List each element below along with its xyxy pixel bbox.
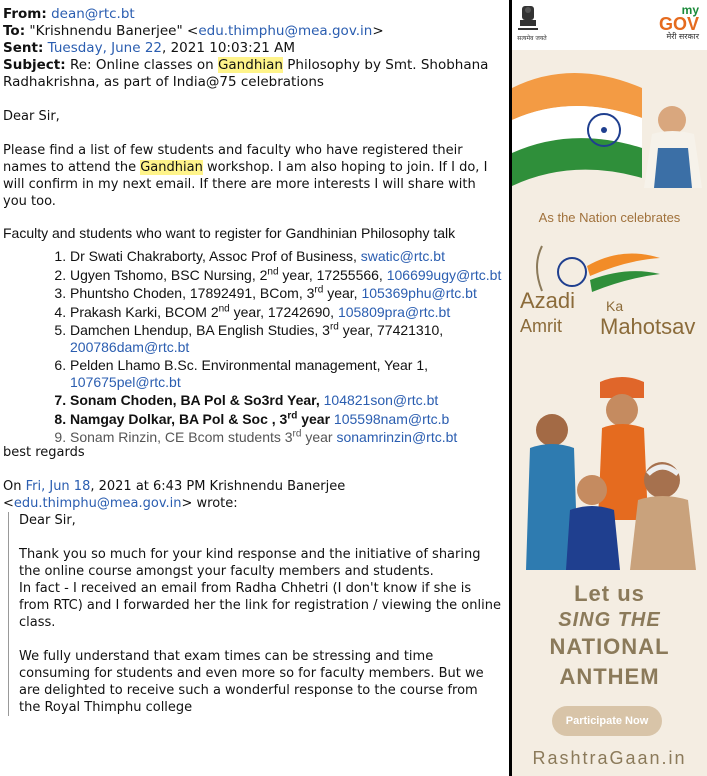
ka-text: Ka	[606, 298, 624, 314]
subject-row	[3, 57, 503, 91]
to-name: "Krishnendu Banerjee" <	[29, 23, 199, 39]
item-sup: rd	[314, 284, 324, 296]
mahotsav-text: Mahotsav	[600, 314, 696, 339]
quote-paragraph: We fully understand that exam times can be stressing and time consuming for students and even more so for faculty members. But we are delighted to receive such a wonderful response to the course from the Royal Thimphu college	[19, 648, 484, 715]
celebrates-text: As the Nation celebrates	[538, 210, 681, 225]
item-text: Damchen Lhendup, BA English Studies, 3	[70, 322, 330, 338]
signoff: best regards	[3, 444, 85, 460]
azadi-ka-amrit-mahotsav-logo	[512, 232, 707, 352]
subject-text-a: Re: Online classes on	[69, 57, 218, 73]
item-email-link[interactable]: 105809pra@rtc.bt	[337, 303, 451, 320]
intro-highlight: Gandhian	[140, 160, 203, 175]
from-email-link[interactable]: dean@rtc.bt	[51, 6, 135, 22]
amrit-text: Amrit	[520, 316, 562, 336]
reply-attribution	[0, 478, 507, 512]
item-text: year, 77421310,	[338, 322, 444, 338]
citizens-illustration	[512, 370, 707, 570]
item-text: year, 17242690,	[229, 303, 338, 320]
intro-paragraph	[0, 142, 507, 210]
sing-anthem-text	[512, 580, 707, 692]
item-email-link[interactable]: 107675pel@rtc.bt	[70, 373, 181, 390]
sent-time: , 2021 10:03:21 AM	[162, 40, 296, 56]
list-item	[70, 357, 507, 390]
letus-line3: NATIONAL	[549, 634, 670, 659]
sent-label: Sent:	[3, 40, 44, 56]
item-text: year,	[323, 285, 362, 301]
intro-text-a: Please find a list of few students and faculty who have registered their names to attend the	[3, 143, 463, 175]
letus-line4: ANTHEM	[559, 664, 660, 689]
quote-paragraph: In fact - I received an email from Radha Chhetri (I don't know if she is from RTC) and I forwarded her the link for registration / viewing the online class.	[19, 580, 501, 630]
item-sup: rd	[329, 321, 339, 333]
flag-and-pm-illustration	[512, 58, 707, 198]
item-email-link[interactable]: 104821son@rtc.bt	[323, 392, 439, 408]
subject-text-b: Philosophy by Smt. Shobhana Radhakrishna, as part of India@75 celebrations	[3, 57, 489, 90]
list-item	[70, 267, 507, 284]
item-sup: rd	[292, 428, 302, 440]
to-email-link[interactable]: edu.thimphu@mea.gov.in	[198, 23, 373, 39]
reply-rest: , 2021 at 6:43 PM Krishnendu Banerjee	[90, 478, 346, 494]
sent-date-link[interactable]: Tuesday, June 22	[47, 40, 163, 56]
subject-highlight: Gandhian	[217, 57, 283, 73]
quote-greeting: Dear Sir,	[19, 512, 76, 528]
item-text: Sonam Choden, BA Pol & So3rd Year,	[70, 392, 324, 408]
item-email-link[interactable]: 106699ugy@rtc.bt	[386, 266, 502, 283]
item-text: year	[301, 429, 337, 445]
to-row	[3, 23, 503, 40]
item-text: Namgay Dolkar, BA Pol & Soc , 3	[70, 410, 288, 427]
sent-row	[3, 40, 503, 57]
mygov-logo[interactable]	[659, 4, 699, 42]
mygov-my: my	[681, 3, 699, 17]
intro-text-b: workshop. I am also hoping to join. If I do, I will confirm in my next email. If there are more interests I will share with you too.	[3, 160, 488, 209]
azadi-text: Azadi	[520, 288, 576, 313]
item-text: year, 17255566,	[278, 266, 387, 283]
item-sup: nd	[267, 265, 279, 277]
from-row	[3, 6, 503, 23]
item-text: Prakash Karki, BCOM 2	[70, 303, 219, 320]
greeting: Dear Sir,	[3, 109, 60, 124]
subject-label: Subject:	[3, 57, 66, 73]
reply-gt: > wrote:	[181, 495, 238, 511]
list-item	[70, 285, 507, 302]
mygov-gov: GOV	[658, 14, 699, 34]
reply-lt: <	[3, 495, 14, 511]
reply-on: On	[3, 478, 26, 494]
reply-email-link[interactable]: edu.thimphu@mea.gov.in	[13, 495, 182, 511]
item-sup: rd	[287, 409, 298, 421]
to-label: To:	[3, 23, 26, 39]
ad-banner[interactable]	[512, 0, 707, 776]
item-text: Sonam Rinzin, CE Bcom students 3	[70, 429, 293, 445]
list-item	[70, 392, 507, 409]
list-item	[70, 322, 507, 355]
item-email-link[interactable]: 105369phu@rtc.bt	[361, 285, 477, 301]
rashtragaan-link[interactable]: RashtraGaan.in	[532, 748, 687, 768]
emblem-caption: सत्यमेव जयते	[517, 35, 547, 42]
list-item	[70, 411, 507, 428]
quote-paragraph: Thank you so much for your kind response and the initiative of sharing the online course amongst your faculty members and students.	[19, 546, 481, 579]
item-text: year	[297, 410, 334, 427]
letus-line2: SING THE	[558, 609, 661, 631]
list-item	[70, 429, 507, 446]
item-text: Pelden Lhamo B.Sc. Environmental management, Year 1,	[70, 357, 428, 373]
list-item	[70, 248, 507, 265]
item-text: Dr Swati Chakraborty, Assoc Prof of Business,	[70, 248, 361, 264]
item-email-link[interactable]: sonamrinzin@rtc.bt	[336, 429, 458, 445]
participate-now-button[interactable]: Participate Now	[552, 706, 662, 736]
email-header	[0, 0, 507, 91]
item-text: Ugyen Tshomo, BSC Nursing, 2	[70, 266, 268, 283]
item-email-link[interactable]: swatic@rtc.bt	[360, 248, 445, 264]
ad-top-bar	[512, 0, 707, 50]
list-intro: Faculty and students who want to register for Gandhinian Philosophy talk	[3, 225, 456, 241]
list-item	[70, 304, 507, 321]
registrant-list	[0, 248, 507, 446]
reply-date-link[interactable]: Fri, Jun 18	[25, 478, 91, 494]
item-email-link[interactable]: 200786dam@rtc.bt	[70, 338, 190, 355]
item-sup: nd	[218, 302, 230, 314]
item-email-link[interactable]: 105598nam@rtc.b	[333, 410, 450, 427]
item-text: Phuntsho Choden, 17892491, BCom, 3	[70, 285, 315, 301]
to-end: >	[372, 23, 384, 39]
quoted-message	[8, 512, 507, 716]
mygov-hindi: मेरी सरकार	[666, 32, 699, 41]
letus-line1: Let us	[574, 581, 645, 606]
from-label: From:	[3, 6, 47, 22]
